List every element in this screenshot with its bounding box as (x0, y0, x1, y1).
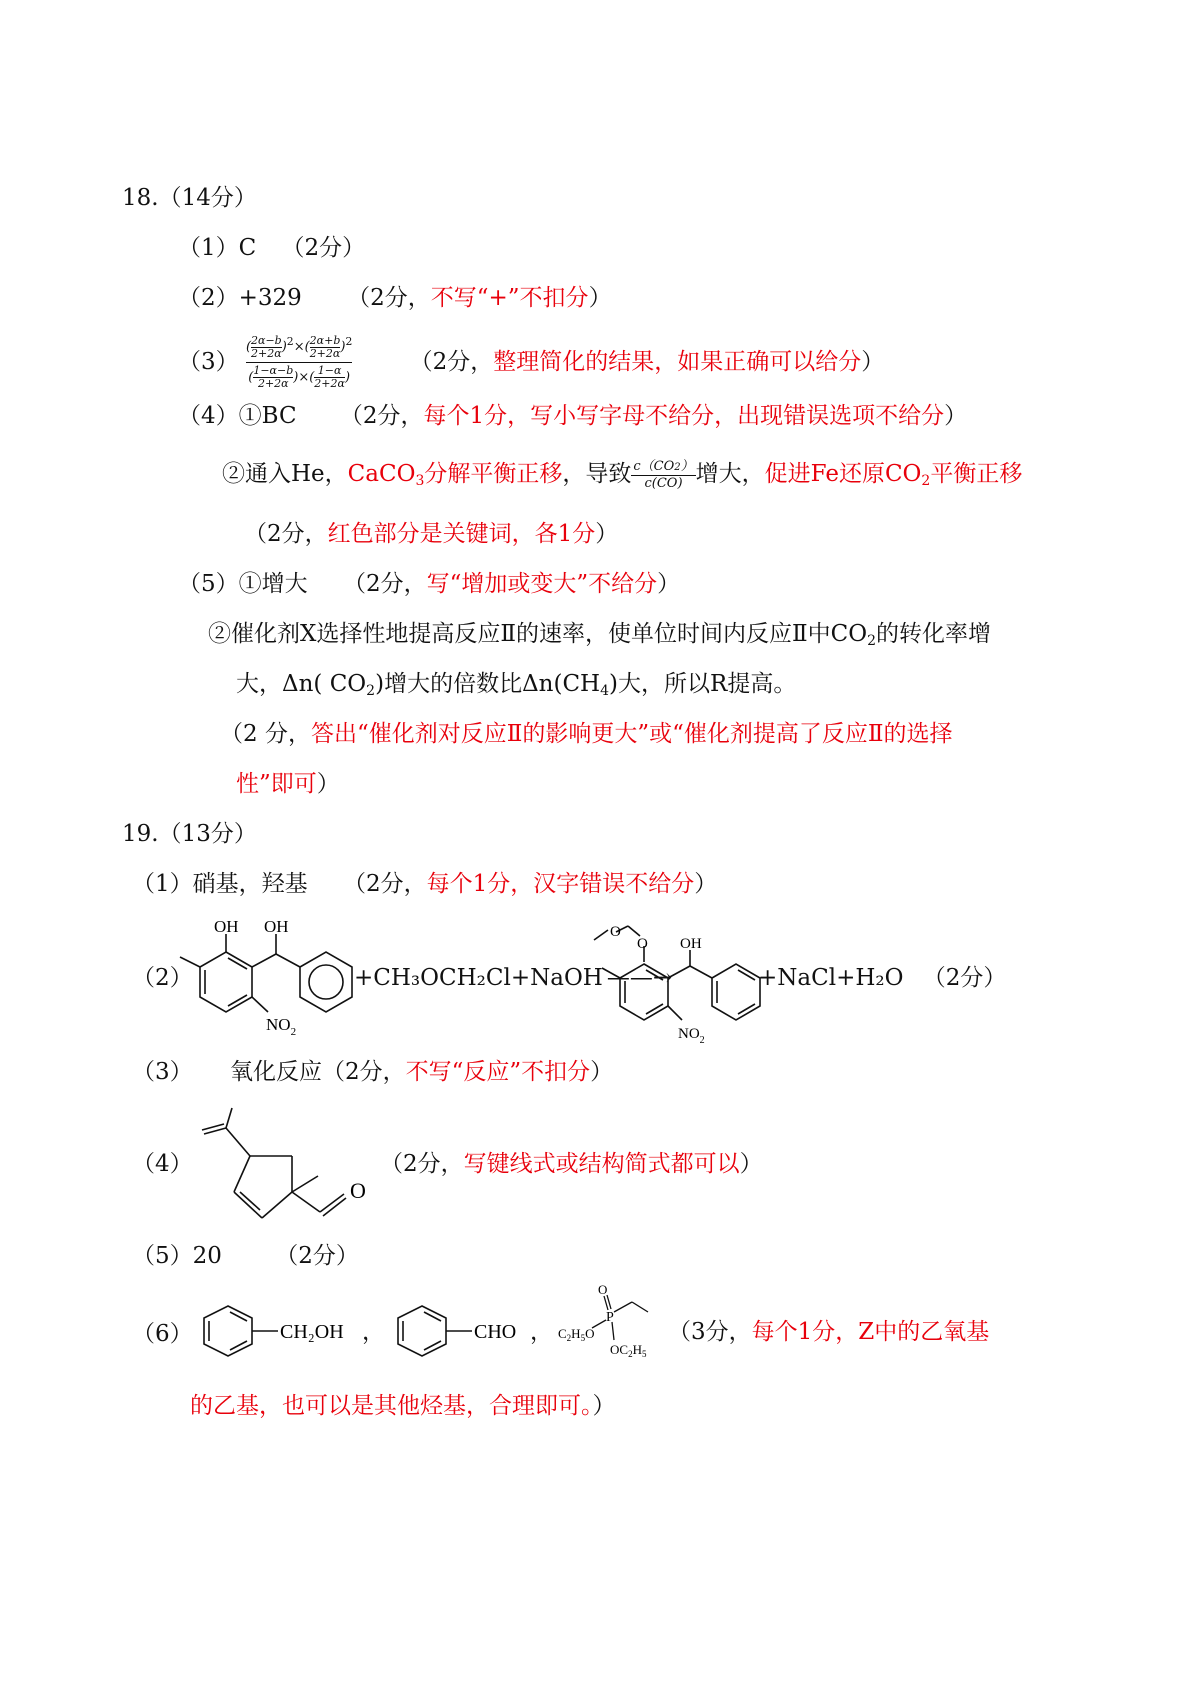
no2-label-2: $NO_2$ (678, 1026, 705, 1046)
benzyl-alcohol-structure (198, 1300, 368, 1364)
phosphonate-structure (556, 1284, 668, 1380)
carbonyl-o-label: O (350, 1178, 366, 1203)
q19-part2-reagents: +CH₃OCH₂Cl+NaOH ——→ (354, 965, 673, 991)
q19-part4-note: 写键线式或结构简式都可以 (463, 1151, 740, 1177)
q18-part5a-answer: （5）①增大 (178, 571, 308, 597)
q18-part5d: （2 分，答出“催化剂对反应Ⅱ的影响更大”或“催化剂提高了反应Ⅱ的选择 (220, 721, 953, 747)
q18-part2-note: 不写“+”不扣分 (430, 285, 589, 311)
oh-label-1: OH (214, 917, 239, 936)
q19-part4-score: （2分，写键线式或结构简式都可以） (380, 1151, 763, 1177)
q18-part5b: ②催化剂X选择性地提高反应Ⅱ的速率，使单位时间内反应Ⅱ中$CO_2$的转化率增 (208, 621, 992, 649)
q18-part4c: （2分，红色部分是关键词，各1分） (244, 521, 619, 547)
q18-part2 (178, 282, 612, 314)
q18-part2-answer: （2）+329 (178, 285, 302, 311)
reaction-arrow: ——→ (606, 965, 673, 991)
cyclopentene-aldehyde-structure (196, 1100, 386, 1230)
oh-label-2: OH (264, 917, 289, 936)
q18-part3-note: 整理简化的结果，如果正确可以给分 (493, 349, 862, 375)
q19-part5-score: （2分） (275, 1243, 359, 1269)
q19-part5 (132, 1240, 359, 1272)
q18-part4b-mid: ，导致 (562, 461, 632, 487)
q18-part5c: 大，Δn( $CO_2$)增大的倍数比$\Delta n(CH_4)$大，所以R提高。 (236, 671, 797, 699)
q19-part1-score: （2分， (342, 871, 427, 897)
k-numerator: ( $\frac{2\alpha-b}{2+2\alpha}$ )$^2$×( $\frac{2\alpha+b}{2+2\alpha}$ )$^2$ (246, 334, 352, 362)
q19-part2-label: （2） (132, 965, 193, 991)
no2-label: $NO_2$ (266, 1015, 297, 1038)
q18-part4c-note: 红色部分是关键词，各1分 (327, 521, 596, 547)
reactant-structure (168, 912, 358, 1040)
cho-label: CHO (474, 1321, 517, 1343)
q18-part2-end: ） (588, 285, 612, 311)
co2-co-ratio: $\frac{c(CO2)}{c(CO)}$ (633, 459, 694, 491)
q19-part1-answer: （1）硝基，羟基 (132, 871, 308, 897)
q19-part6-note2: 的乙基，也可以是其他烃基，合理即可。 (190, 1393, 593, 1419)
q18-part4a-note: 每个1分，写小写字母不给分，出现错误选项不给分 (423, 403, 945, 429)
ether-o-label-2: O (637, 936, 648, 952)
k-expression (246, 334, 352, 389)
q18-part5a-score: （2分， (342, 571, 427, 597)
q18-part4b-post: 增大， (695, 461, 765, 487)
q18-part4a-score: （2分， (339, 403, 424, 429)
q19-part4-label: （4） (132, 1151, 193, 1177)
q18-part1 (178, 232, 365, 264)
q19-header: 19.（13分） (122, 821, 257, 847)
q18-part4b-caco3: CaCO$_3$分解平衡正移 (347, 461, 563, 489)
ethoxy-label-1: $C_2H_5O$ (558, 1326, 595, 1343)
q18-part5a: （5）①增大 （2分，写“增加或变大”不给分） (178, 571, 681, 597)
q19-part3-note: 不写“反应”不扣分 (405, 1059, 591, 1085)
q18-part4a (178, 400, 967, 432)
q18-part3-end: ） (861, 349, 885, 375)
q18-part3-label: （3） (178, 349, 239, 375)
q18-part5e-note: 性”即可 (236, 771, 317, 797)
q19-part6-note-cont: 的乙基，也可以是其他烃基，合理即可。） (190, 1393, 616, 1419)
q18-part4b-fe: 促进Fe还原$CO_2$平衡正移 (764, 461, 1023, 489)
q19-part2-products: +NaCl+H₂O （2分） (758, 965, 1007, 991)
q19-part6-note: 每个1分，Z中的乙氧基 (751, 1319, 990, 1345)
ch2oh-label: CH₂OH (280, 1321, 344, 1343)
q18-header: 18.（14分） (122, 185, 257, 211)
phosphoryl-o-label: O (598, 1284, 608, 1297)
q18-part3-score: （2分， (409, 349, 494, 375)
ethoxy-label-2: $OC_2H_5$ (610, 1342, 647, 1359)
ether-o-label: O (610, 924, 621, 940)
q18-part4a-answer: （4）①BC (178, 403, 297, 429)
q18-part2-score: （2分， (347, 285, 431, 311)
q18-part3 (178, 326, 884, 397)
q19-part1-note: 每个1分，汉字错误不给分 (426, 871, 695, 897)
q19-part2-score: （2分） (922, 965, 1007, 991)
q19-part3: （3） 氧化反应（2分，不写“反应”不扣分） (132, 1059, 614, 1085)
benzaldehyde-structure (392, 1300, 532, 1364)
q19-part6-comma2: ， (530, 1319, 553, 1345)
q19-part6-score: （3分，每个1分，Z中的乙氧基 (668, 1319, 990, 1345)
q18-part1-score: （2分） (281, 235, 366, 261)
q18-part5a-note: 写“增加或变大”不给分 (426, 571, 658, 597)
q19-part6-comma1: ， (362, 1319, 385, 1345)
q19-part5-answer: （5）20 (132, 1243, 222, 1269)
q19-part1: （1）硝基，羟基 （2分，每个1分，汉字错误不给分） (132, 871, 718, 897)
q18-part1-answer: （1）C (178, 235, 257, 261)
q18-part5e: 性”即可） (236, 771, 340, 797)
q19-part6-label: （6） (132, 1321, 193, 1347)
phosphorus-label: P (606, 1310, 614, 1325)
product-structure (582, 922, 772, 1048)
q19-part3-answer: 氧化反应 (229, 1059, 322, 1085)
q18-part4b-pre: ②通入He， (222, 461, 348, 487)
k-denominator: ( $\frac{1-\alpha-b}{2+2\alpha}$ )×( $\frac{1-\alpha}{2+2\alpha}$ ) (248, 363, 351, 390)
q18-part5d-note: 答出“催化剂对反应Ⅱ的影响更大”或“催化剂提高了反应Ⅱ的选择 (310, 721, 953, 747)
q18-part4a-end: ） (944, 403, 968, 429)
oh-label-3: OH (680, 936, 702, 952)
q18-part4b (222, 458, 1022, 497)
benzene-ring (200, 952, 252, 1012)
